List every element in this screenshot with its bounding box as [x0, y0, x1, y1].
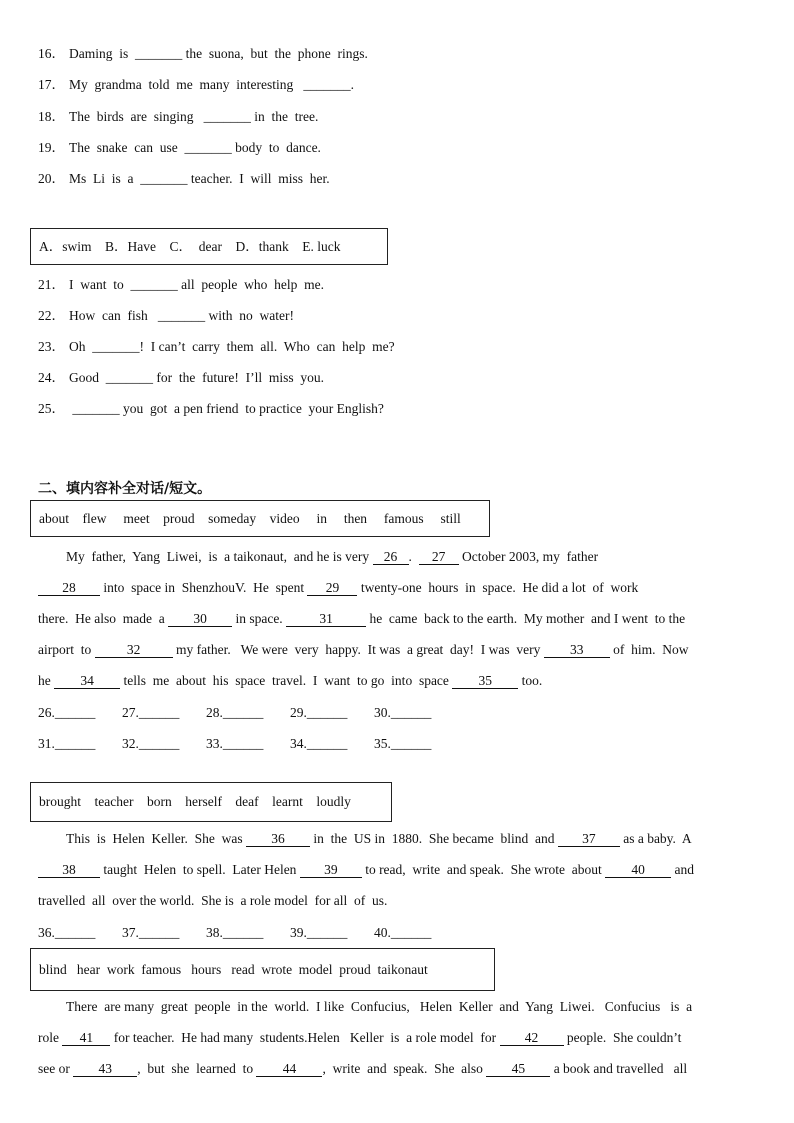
passage-text: a book and travelled all	[550, 1061, 688, 1076]
passage-text: in space.	[232, 611, 287, 626]
question-number: 20．	[38, 171, 65, 186]
answer-slot[interactable]: 26.______	[38, 705, 96, 720]
blank-30[interactable]: 30	[168, 611, 232, 627]
answer-slot[interactable]: 40.______	[374, 925, 432, 940]
answer-row-3	[38, 924, 458, 942]
section-title: 二、填内容补全对话/短文。	[38, 481, 212, 497]
passage-text: taught Helen to spell. Later Helen	[100, 862, 300, 877]
passage-text: as a baby. A	[619, 831, 692, 846]
blank-42[interactable]: 42	[500, 1030, 564, 1046]
answer-slot[interactable]: 29.______	[290, 705, 348, 720]
answer-slot[interactable]: 36.______	[38, 925, 96, 940]
blank-26[interactable]: 26	[373, 549, 409, 565]
question-24	[38, 369, 324, 387]
passage-2-line-2	[38, 861, 756, 879]
answer-slot[interactable]: 34.______	[290, 736, 348, 751]
answer-slot[interactable]: 35.______	[374, 736, 432, 751]
blank-31[interactable]: 31	[286, 611, 366, 627]
question-text: How can fish _______ with no water!	[69, 308, 294, 323]
passage-text: .	[408, 549, 419, 564]
answer-slot[interactable]: 37.______	[122, 925, 180, 940]
passage-2-line-1	[66, 830, 784, 848]
passage-1-line-2	[38, 579, 756, 597]
passage-text: to read, write and speak. She wrote about	[361, 862, 606, 877]
question-number: 22．	[38, 308, 65, 323]
passage-text: October 2003, my father	[458, 549, 599, 564]
question-25	[38, 400, 384, 418]
passage-text: , write and speak. She also	[322, 1061, 487, 1076]
blank-34[interactable]: 34	[54, 673, 120, 689]
passage-text: My father, Yang Liwei, is a taikonaut, and he is very	[66, 549, 373, 564]
passage-text: into space in ShenzhouV. He spent	[100, 580, 308, 595]
question-text: Good _______ for the future! I’ll miss you.	[69, 370, 324, 385]
answer-slot[interactable]: 27.______	[122, 705, 180, 720]
question-number: 16．	[38, 46, 65, 61]
question-text: The birds are singing _______ in the tree.	[69, 109, 319, 124]
blank-44[interactable]: 44	[256, 1061, 322, 1077]
question-number: 25．	[38, 401, 65, 416]
blank-40[interactable]: 40	[605, 862, 671, 878]
passage-3-line-1: There are many great people in the world. I like Confucius, Helen Keller and Yang Liwei. Confucius is a	[66, 999, 693, 1014]
blank-29[interactable]: 29	[307, 580, 357, 596]
question-text: Oh _______! I can’t carry them all. Who can help me?	[69, 339, 395, 354]
blank-36[interactable]: 36	[246, 831, 310, 847]
question-number: 23．	[38, 339, 65, 354]
passage-text: he	[38, 673, 55, 688]
word-bank-box-2: about flew meet proud someday video in then famous still	[30, 500, 490, 537]
passage-text: tells me about his space travel. I want to go into space	[120, 673, 453, 688]
blank-41[interactable]: 41	[62, 1030, 110, 1046]
question-text: _______ you got a pen friend to practice your English?	[69, 401, 384, 416]
passage-text: for teacher. He had many students.Helen Keller is a role model for	[110, 1030, 500, 1045]
passage-text: in the US in 1880. She became blind and	[309, 831, 558, 846]
question-text: I want to _______ all people who help me.	[69, 277, 324, 292]
passage-text: , but she learned to	[137, 1061, 257, 1076]
passage-1-line-3	[38, 610, 756, 628]
question-16	[38, 45, 368, 63]
blank-35[interactable]: 35	[452, 673, 518, 689]
passage-1-line-4	[38, 641, 756, 659]
word-bank-box-1: A．swim B．Have C． dear D．thank E. luck	[30, 228, 388, 265]
answer-slot[interactable]: 30.______	[374, 705, 432, 720]
answer-slot[interactable]: 39.______	[290, 925, 348, 940]
question-number: 19．	[38, 140, 65, 155]
passage-text: my father. We were very happy. It was a great day! I was very	[172, 642, 544, 657]
answer-row-2	[38, 735, 458, 753]
word-bank-box-4: blind hear work famous hours read wrote model proud taikonaut	[30, 948, 495, 991]
question-21	[38, 276, 324, 294]
passage-3-line-3	[38, 1060, 756, 1078]
question-text: My grandma told me many interesting _______.	[69, 77, 354, 92]
passage-text: twenty-one hours in space. He did a lot of work	[357, 580, 639, 595]
blank-33[interactable]: 33	[544, 642, 610, 658]
question-text: Daming is _______ the suona, but the phone rings.	[69, 46, 368, 61]
passage-3-line-2	[38, 1029, 756, 1047]
question-text: The snake can use _______ body to dance.	[69, 140, 321, 155]
answer-slot[interactable]: 38.______	[206, 925, 264, 940]
question-text: Ms Li is a _______ teacher. I will miss her.	[69, 171, 330, 186]
answer-slot[interactable]: 33.______	[206, 736, 264, 751]
answer-row-1	[38, 704, 458, 722]
question-19	[38, 139, 321, 157]
passage-2-line-3: travelled all over the world. She is a role model for all of us.	[38, 893, 388, 908]
blank-28[interactable]: 28	[38, 580, 100, 596]
question-22	[38, 307, 294, 325]
blank-39[interactable]: 39	[300, 862, 362, 878]
blank-27[interactable]: 27	[419, 549, 459, 565]
passage-text: This is Helen Keller. She was	[66, 831, 246, 846]
question-number: 17．	[38, 77, 65, 92]
blank-32[interactable]: 32	[95, 642, 173, 658]
question-number: 18．	[38, 109, 65, 124]
blank-43[interactable]: 43	[73, 1061, 137, 1077]
passage-text: and	[671, 862, 694, 877]
word-bank-box-3: brought teacher born herself deaf learnt loudly	[30, 782, 392, 822]
passage-1-line-5	[38, 672, 756, 690]
question-number: 24．	[38, 370, 65, 385]
question-20	[38, 170, 330, 188]
passage-text: of him. Now	[609, 642, 689, 657]
passage-text: airport to	[38, 642, 95, 657]
question-18	[38, 108, 318, 126]
passage-text: role	[38, 1030, 63, 1045]
answer-slot[interactable]: 32.______	[122, 736, 180, 751]
blank-38[interactable]: 38	[38, 862, 100, 878]
question-17	[38, 76, 354, 94]
passage-text: see or	[38, 1061, 74, 1076]
question-number: 21．	[38, 277, 65, 292]
passage-text: people. She couldn’t	[563, 1030, 682, 1045]
blank-45[interactable]: 45	[486, 1061, 550, 1077]
answer-slot[interactable]: 31.______	[38, 736, 96, 751]
question-23	[38, 338, 395, 356]
blank-37[interactable]: 37	[558, 831, 620, 847]
passage-text: too.	[518, 673, 543, 688]
answer-slot[interactable]: 28.______	[206, 705, 264, 720]
passage-text: there. He also made a	[38, 611, 169, 626]
passage-1-line-1	[66, 548, 784, 566]
passage-text: he came back to the earth. My mother and I went to the	[366, 611, 686, 626]
